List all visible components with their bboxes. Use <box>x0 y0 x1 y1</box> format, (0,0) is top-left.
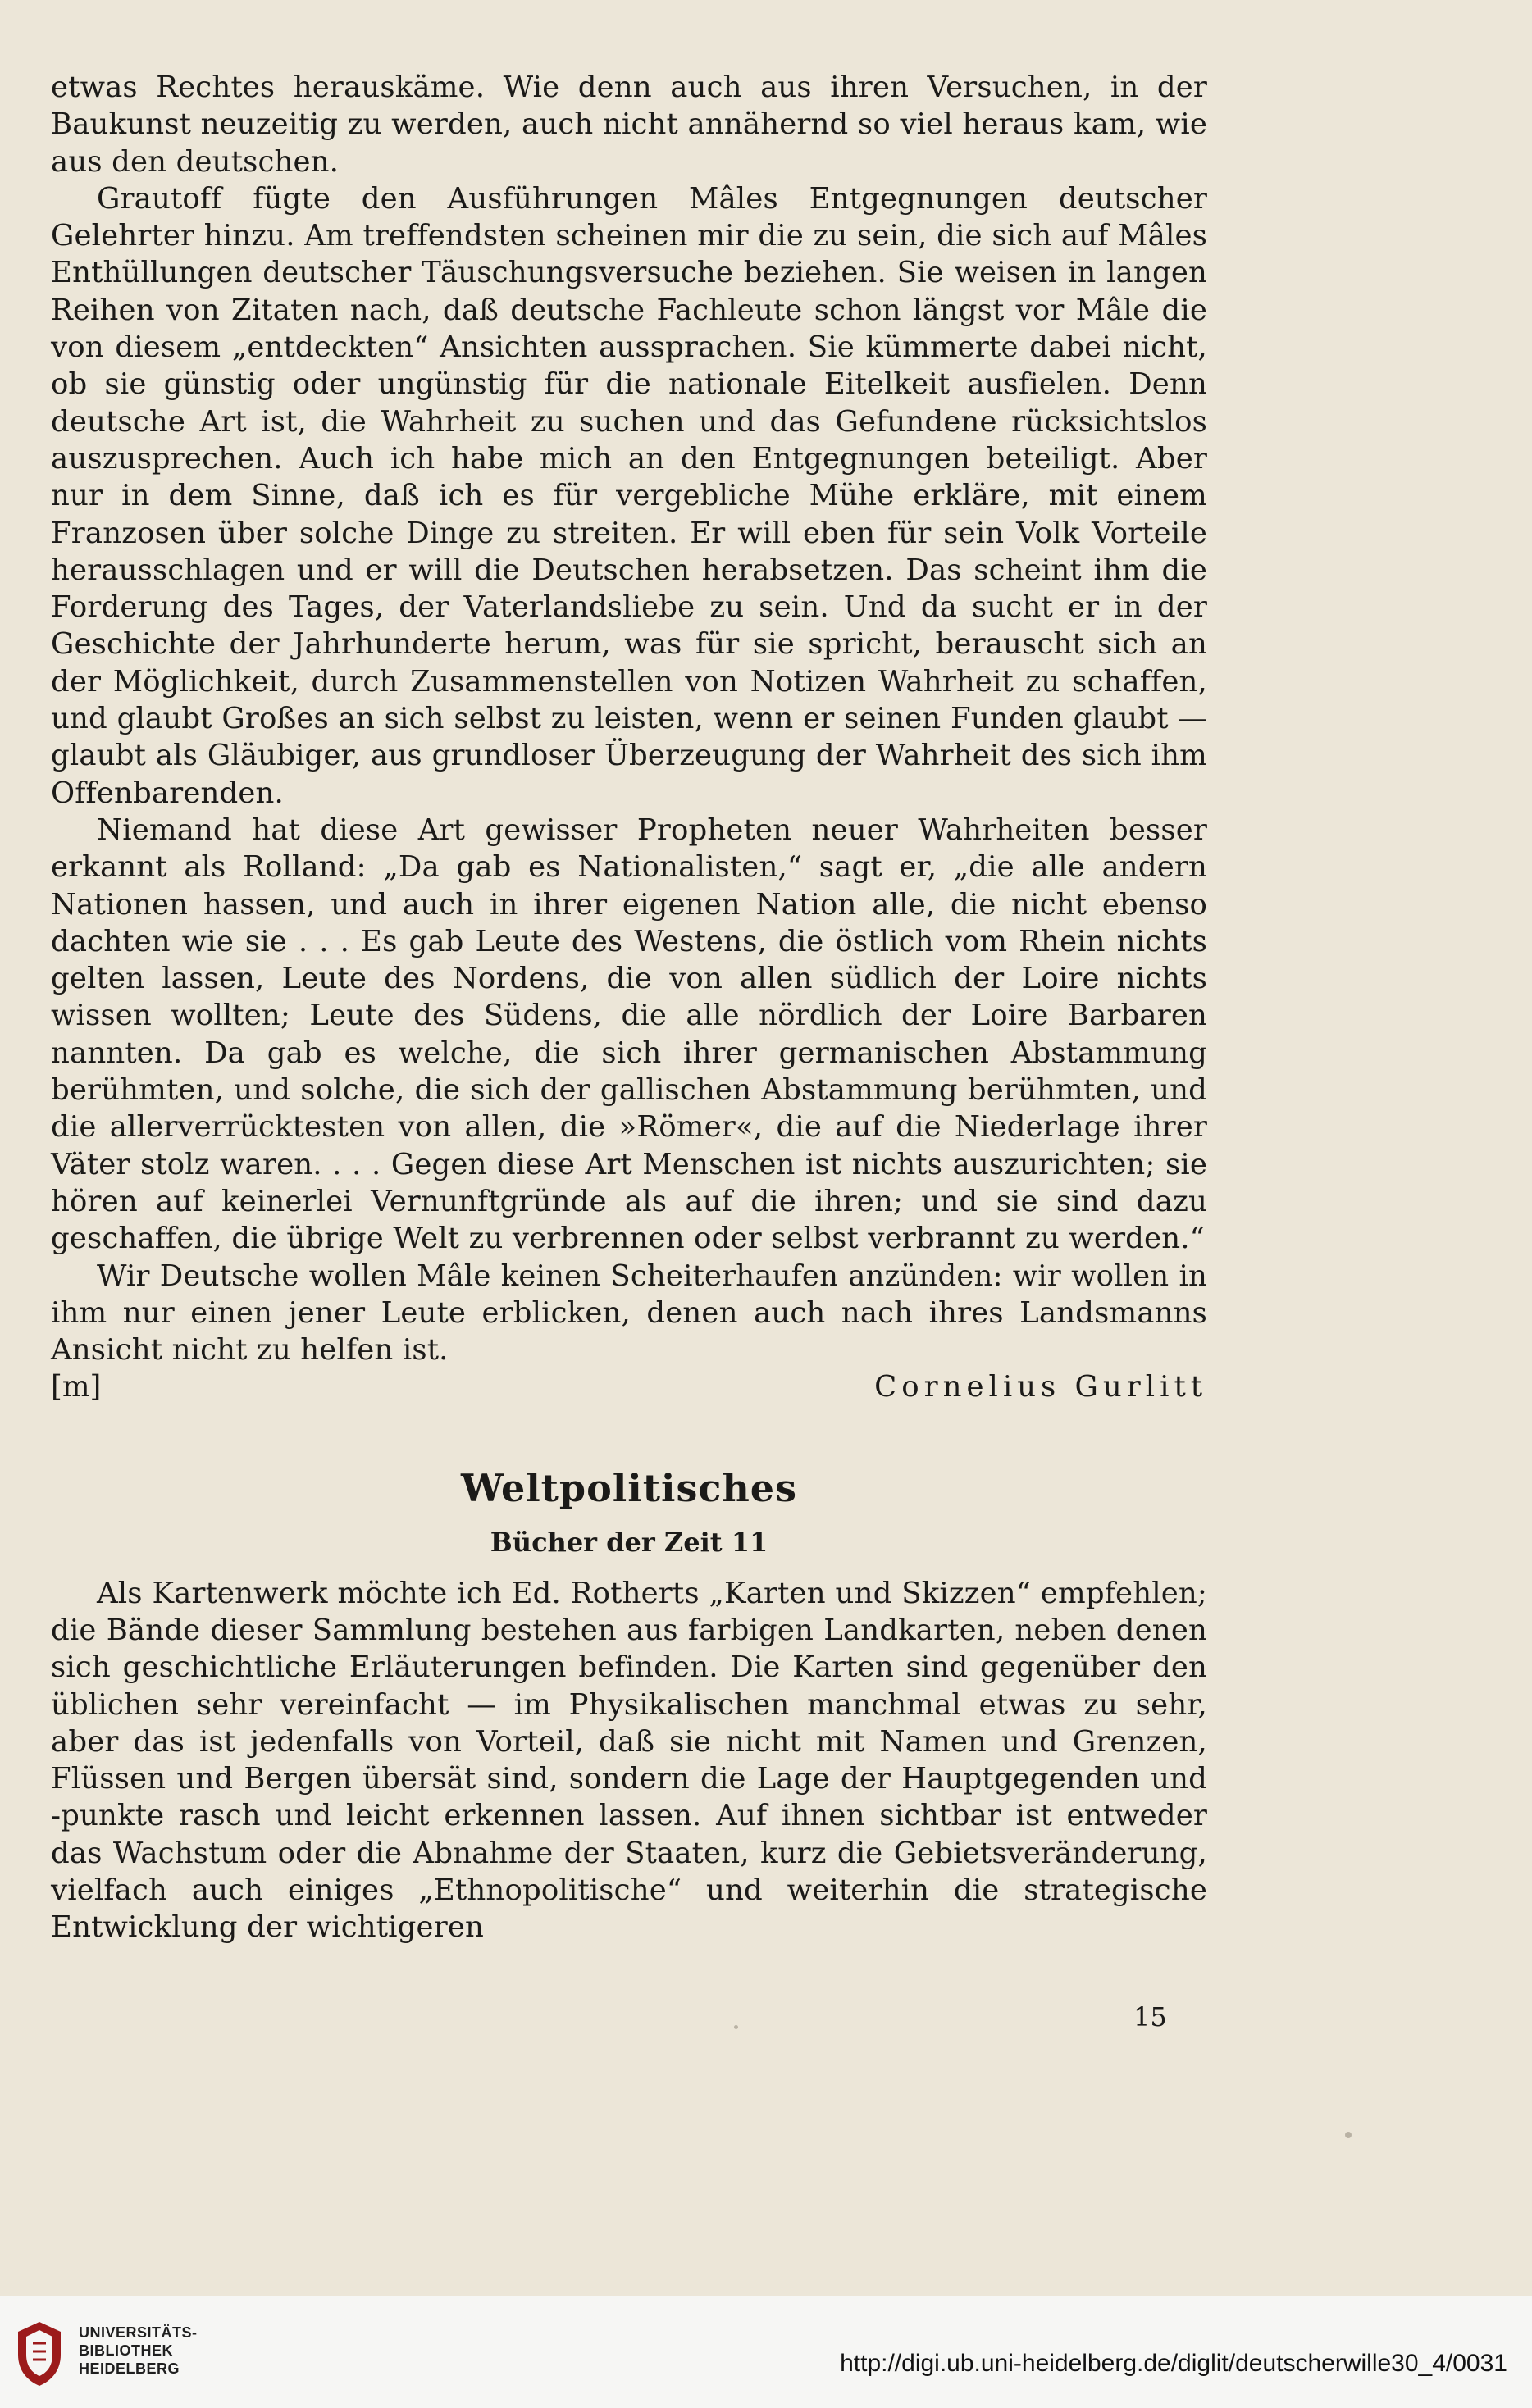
text-column <box>51 69 1207 1946</box>
library-seal-icon <box>15 2319 64 2388</box>
paragraph-continuation: etwas Rechtes herauskäme. Wie denn auch aus ihren Versuchen, in der Baukunst neuzeitig zu werden, auch nicht annähernd so viel heraus kam, wie aus den deutschen. <box>51 71 1207 179</box>
author-signature: Cornelius Gurlitt <box>874 1370 1207 1404</box>
section-heading: Weltpolitisches <box>461 1465 797 1510</box>
paper-speck <box>1345 2132 1352 2138</box>
signature-line <box>51 1368 1207 1405</box>
page-number: 15 <box>1133 2001 1167 2032</box>
paragraph-rolland-quote: Niemand hat diese Art gewisser Propheten neuer Wahrheiten besser erkannt als Rolland: „Da gab es Nationalisten,“ sagt er, „die alle andern Nationen hassen, und auch in ihrer eigenen Nation alle, die nicht ebenso dachten wie sie . . . Es gab Leute des Westens, die östlich vom Rhein nichts gelten lassen, Leute des Nordens, die von allen südlich der Loire nichts wissen wollten; Leute des Südens, die alle nördlich der Loire Barbaren nannten. Da gab es welche, die sich ihrer germanischen Abstammung berühmten, und solche, die sich der gallischen Abstammung berühmten, und die allerverrücktesten von allen, die »Römer«, die auf die Niederlage ihrer Väter stolz waren. . . . Gegen diese Art Menschen ist nichts auszurichten; sie hören auf keinerlei Vernunftgründe als auf die ihren; und sie sind dazu geschaffen, die übrige Welt zu verbrennen oder selbst verbrannt zu werden.“ <box>51 813 1207 1256</box>
editor-mark: [m] <box>51 1370 102 1404</box>
paragraph-conclusion: Wir Deutsche wollen Mâle keinen Scheiterhaufen anzünden: wir wollen in ihm nur einen jener Leute erblicken, denen auch nach ihres Landsmanns Ansicht nicht zu helfen ist. <box>51 1259 1207 1368</box>
section-subheading: Bücher der Zeit 11 <box>490 1526 768 1558</box>
paragraph-grautoff: Grautoff fügte den Ausführungen Mâles Entgegnungen deutscher Gelehrter hinzu. Am treffendsten scheinen mir die zu sein, die sich auf Mâles Enthüllungen deutscher Täuschungsversuche beziehen. Sie weisen in langen Reihen von Zitaten nach, daß deutsche Fachleute schon längst vor Mâle die von diesem „entdeckten“ Ansichten aussprachen. Sie kümmerte dabei nicht, ob sie günstig oder ungünstig für die nationale Eitelkeit ausfielen. Denn deutsche Art ist, die Wahrheit zu suchen und das Gefundene rücksichtslos auszusprechen. Auch ich habe mich an den Entgegnungen beteiligt. Aber nur in dem Sinne, daß ich es für vergebliche Mühe erkläre, mit einem Franzosen über solche Dinge zu streiten. Er will eben für sein Volk Vorteile herausschlagen und er will die Deutschen herabsetzen. Das scheint ihm die Forderung des Tages, der Vaterlandsliebe zu sein. Und da sucht er in der Geschichte der Jahrhunderte herum, was für sie spricht, berauscht sich an der Möglichkeit, durch Zusammenstellen von Notizen Wahrheit zu schaffen, und glaubt Großes an sich selbst zu leisten, wenn er seinen Funden glaubt — glaubt als Gläubiger, aus grundloser Überzeugung der Wahrheit des sich ihm Offenbarenden. <box>51 181 1207 810</box>
paragraph-kartenwerk: Als Kartenwerk möchte ich Ed. Rotherts „Karten und Skizzen“ empfehlen; die Bände dieser Sammlung bestehen aus farbigen Landkarten, neben denen sich geschichtliche Erläuterungen befinden. Die Karten sind gegenüber den üblichen sehr vereinfacht — im Physikalischen manchmal etwas zu sehr, aber das ist jedenfalls von Vorteil, daß sie nicht mit Namen und Grenzen, Flüssen und Bergen übersät sind, sondern die Lage der Hauptgegenden und -punkte rasch und leicht erkennen lassen. Auf ihnen sichtbar ist entweder das Wachstum oder die Abnahme der Staaten, kurz die Gebietsveränderung, vielfach auch einiges „Ethnopolitische“ und weiterhin die strategische Entwicklung der wichtigeren <box>51 1576 1207 1945</box>
paper-speck <box>734 2025 738 2029</box>
library-name: UNIVERSITÄTS- BIBLIOTHEK HEIDELBERG <box>79 2324 198 2377</box>
source-url[interactable]: http://digi.ub.uni-heidelberg.de/diglit/deutscherwille30_4/0031 <box>840 2350 1507 2377</box>
